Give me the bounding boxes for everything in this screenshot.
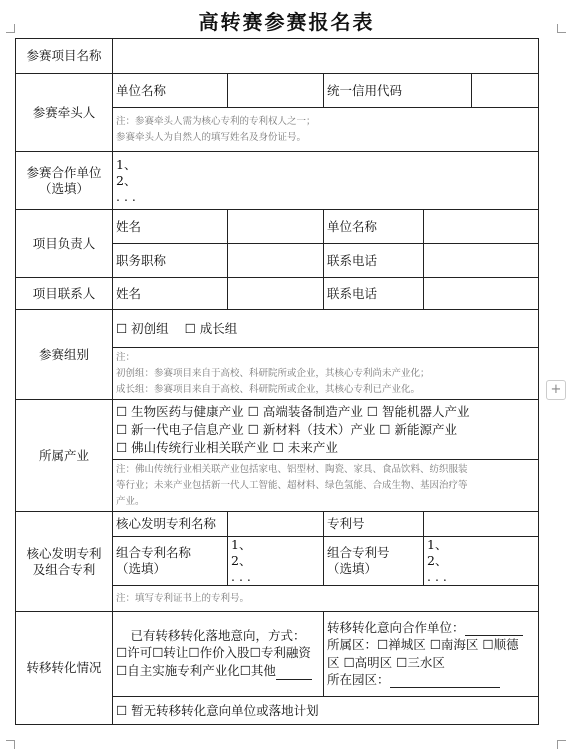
lead-credit-code-field[interactable] xyxy=(472,74,539,108)
no-plan-checkbox[interactable]: ☐ 暂无转移转化意向单位或落地计划 xyxy=(113,697,539,725)
combo-patent-no-item: 2、 xyxy=(427,553,448,568)
combo-patent-name-line: 组合专利名称 xyxy=(116,545,192,560)
leader-name-label: 姓名 xyxy=(113,210,228,244)
transfer-intent-cell xyxy=(113,612,324,697)
leader-name-field[interactable] xyxy=(228,210,324,244)
group-note-line: 初创组：参赛项目来自于高校、科研院所或企业，其核心专利尚未产业化； xyxy=(116,367,430,379)
industry-option-row[interactable]: ☐ 佛山传统行业相关联产业 ☐ 未来产业 xyxy=(116,439,338,455)
lead-label: 参赛牵头人 xyxy=(16,74,113,152)
lead-note xyxy=(113,108,539,152)
leader-unit-field[interactable] xyxy=(424,210,539,244)
transfer-mode-option-text: ☐自主实施专利产业化☐其他 xyxy=(116,663,276,678)
district-options[interactable] xyxy=(327,636,535,654)
add-icon[interactable]: + xyxy=(546,380,566,400)
partner-label-line: （选填） xyxy=(38,180,89,196)
combo-patent-name-label xyxy=(113,537,228,586)
transfer-mode-options[interactable] xyxy=(116,662,320,680)
lead-unit-name-field[interactable] xyxy=(228,74,324,108)
industry-note-line: 等行业；未来产业包括新一代人工智能、超材料、绿色氢能、合成生物、基因治疗等 xyxy=(116,479,468,491)
page-corner-mark xyxy=(557,740,566,749)
industry-note xyxy=(113,460,539,512)
transfer-label: 转移转化情况 xyxy=(16,612,113,725)
patent-label-line: 及组合专利 xyxy=(32,561,96,577)
group-options xyxy=(113,310,539,348)
district-options[interactable]: 区 ☐高明区 ☐三水区 xyxy=(327,655,445,670)
registration-form-table xyxy=(15,38,539,725)
combo-patent-item: 2、 xyxy=(231,553,252,568)
leader-title-field[interactable] xyxy=(228,244,324,278)
transfer-partner-title: 转移转化意向合作单位： xyxy=(327,620,465,635)
project-name-field[interactable] xyxy=(113,39,539,74)
partner-label-line: 参赛合作单位 xyxy=(26,164,102,180)
transfer-partner-line xyxy=(327,620,535,636)
district-option-text: ☐禅城区 ☐南海区 ☐顺德 xyxy=(377,637,519,652)
group-growth-checkbox[interactable]: ☐ 成长组 xyxy=(184,320,238,336)
partner-label xyxy=(16,152,113,210)
industry-options xyxy=(113,400,539,460)
group-label: 参赛组别 xyxy=(16,310,113,400)
leader-label: 项目负责人 xyxy=(16,210,113,278)
page-corner-mark xyxy=(557,24,566,33)
park-label: 所在园区： xyxy=(327,672,390,687)
patent-note: 注：填写专利证书上的专利号。 xyxy=(113,586,539,612)
partner-item: 2、 xyxy=(116,172,137,188)
group-note xyxy=(113,348,539,400)
project-name-label: 参赛项目名称 xyxy=(16,39,113,74)
combo-patent-name-line: （选填） xyxy=(116,561,167,576)
combo-patent-no-field[interactable] xyxy=(424,537,539,586)
leader-unit-label: 单位名称 xyxy=(324,210,424,244)
contact-name-field[interactable] xyxy=(228,278,324,310)
combo-patent-item: 1、 xyxy=(231,537,252,552)
combo-patent-name-field[interactable] xyxy=(228,537,324,586)
industry-option-row[interactable]: ☐ 生物医药与健康产业 ☐ 高端装备制造产业 ☐ 智能机器人产业 xyxy=(116,403,470,419)
patent-label xyxy=(16,512,113,612)
contact-phone-field[interactable] xyxy=(424,278,539,310)
park-blank[interactable] xyxy=(390,687,500,688)
transfer-mode-options[interactable]: ☐许可☐转让☐作价入股☐专利融资 xyxy=(116,645,311,660)
contact-phone-label: 联系电话 xyxy=(324,278,424,310)
industry-note-line: 产业。 xyxy=(116,495,145,507)
leader-title-label: 职务职称 xyxy=(113,244,228,278)
combo-patent-no-label xyxy=(324,537,424,586)
lead-credit-code-label: 统一信用代码 xyxy=(324,74,472,108)
core-patent-name-field[interactable] xyxy=(228,512,324,537)
combo-patent-no-item: . . . xyxy=(427,569,447,584)
lead-unit-name-label: 单位名称 xyxy=(113,74,228,108)
industry-option-row[interactable]: ☐ 新一代电子信息产业 ☐ 新材料（技术）产业 ☐ 新能源产业 xyxy=(116,421,457,437)
group-note-line: 注： xyxy=(116,351,136,363)
park-line xyxy=(327,672,535,688)
patent-no-label: 专利号 xyxy=(324,512,424,537)
leader-phone-field[interactable] xyxy=(424,244,539,278)
group-startup-checkbox[interactable]: ☐ 初创组 xyxy=(116,320,169,336)
combo-patent-item: . . . xyxy=(231,569,251,584)
lead-note-line: 注：参赛牵头人需为核心专利的专利权人之一； xyxy=(116,115,316,127)
district-label: 所属区： xyxy=(327,637,378,652)
group-note-line: 成长组：参赛项目来自于高校、科研院所或企业，其核心专利已产业化。 xyxy=(116,383,421,395)
core-patent-name-label: 核心发明专利名称 xyxy=(113,512,228,537)
lead-note-line: 参赛牵头人为自然人的填写姓名及身份证号。 xyxy=(116,131,307,143)
patent-no-field[interactable] xyxy=(424,512,539,537)
industry-label: 所属产业 xyxy=(16,400,113,512)
transfer-partner-cell xyxy=(324,612,539,697)
other-blank[interactable] xyxy=(276,679,312,680)
form-title: 高转赛参赛报名表 xyxy=(198,10,375,34)
partner-field[interactable] xyxy=(113,152,539,210)
transfer-intent-title: 已有转移转化落地意向，方式： xyxy=(130,628,306,643)
combo-patent-no-line: 组合专利号 xyxy=(327,545,390,560)
industry-note-line: 注：佛山传统行业相关联产业包括家电、铝型材、陶瓷、家具、食品饮料、纺织服装 xyxy=(116,463,468,475)
partner-item: 1、 xyxy=(116,156,137,172)
page-corner-mark xyxy=(6,740,15,749)
page-corner-mark xyxy=(6,24,15,33)
combo-patent-no-line: （选填） xyxy=(327,561,378,576)
contact-label: 项目联系人 xyxy=(16,278,113,310)
contact-name-label: 姓名 xyxy=(113,278,228,310)
patent-label-line: 核心发明专利 xyxy=(26,545,102,561)
leader-phone-label: 联系电话 xyxy=(324,244,424,278)
partner-item: . . . xyxy=(116,188,136,204)
combo-patent-no-item: 1、 xyxy=(427,537,448,552)
